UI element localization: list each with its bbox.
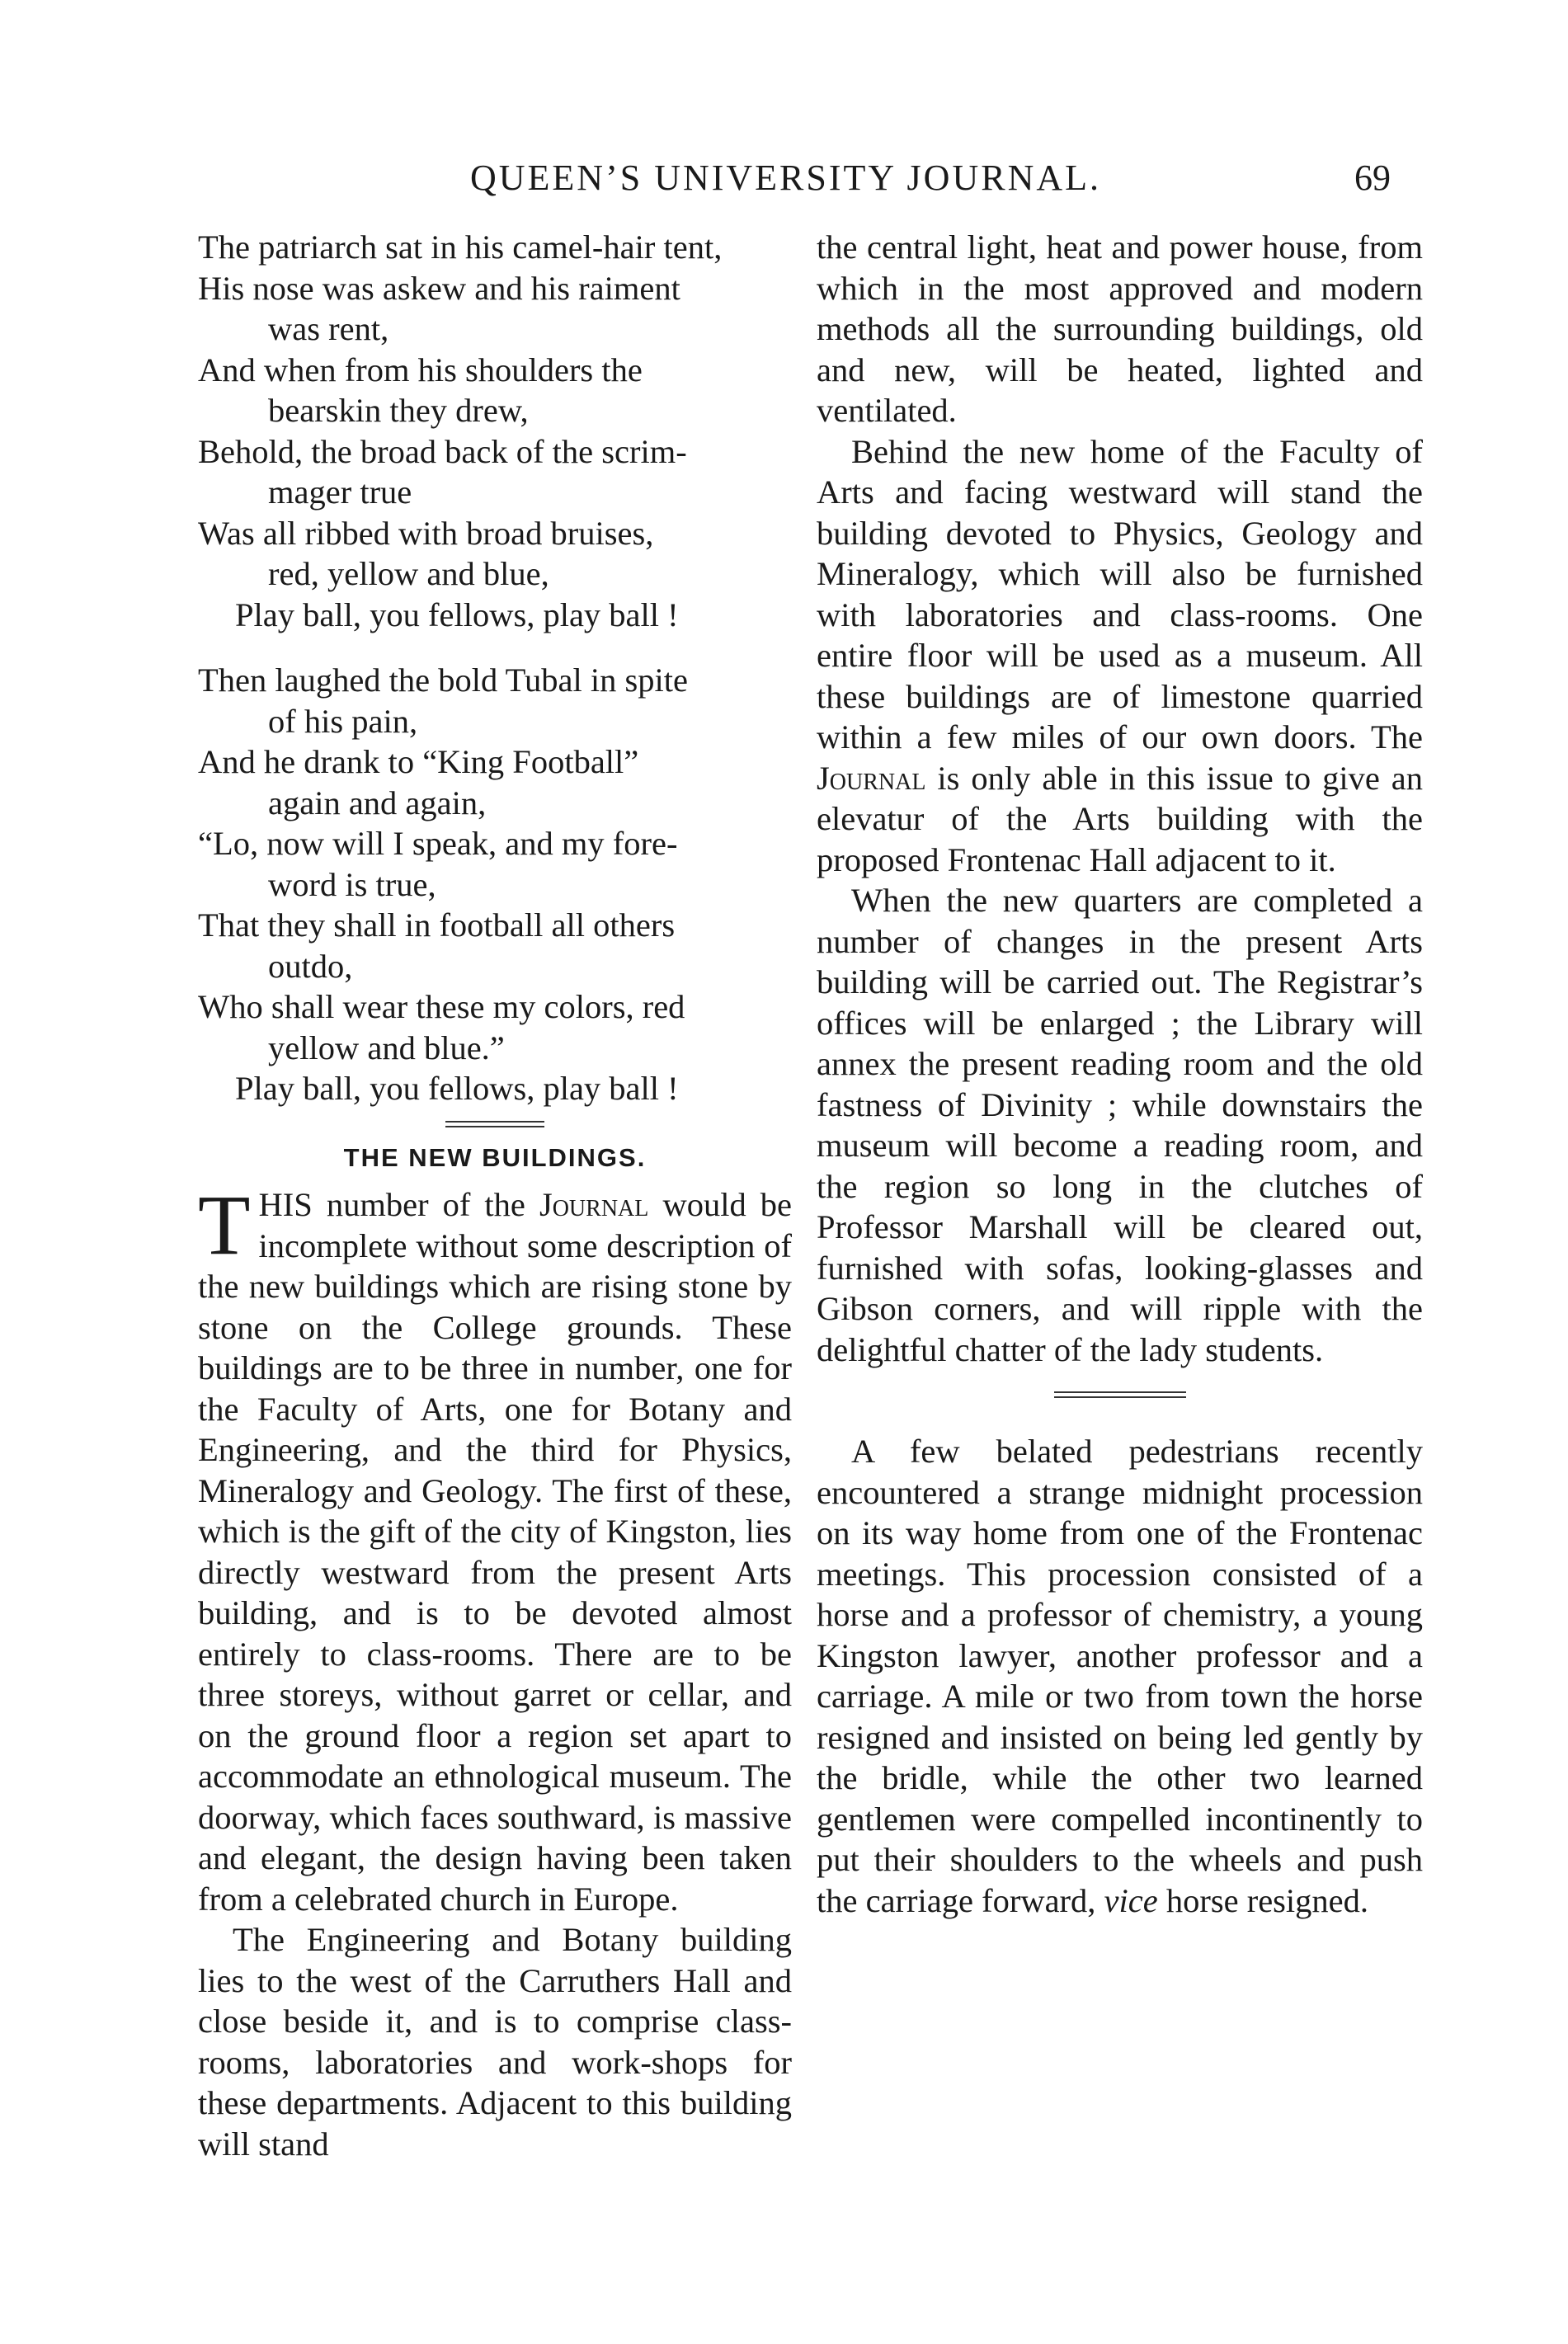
verse-line: Was all ribbed with broad bruises, xyxy=(198,514,654,552)
section-divider xyxy=(445,1121,544,1127)
verse-line: Then laughed the bold Tubal in spite xyxy=(198,661,688,699)
journal-name: Journal xyxy=(539,1186,649,1223)
verse-line: His nose was askew and his raiment xyxy=(198,269,680,307)
poem-stanza-2 xyxy=(198,660,792,1109)
verse-line: mager true xyxy=(268,473,412,511)
verse-line: That they shall in football all others xyxy=(198,906,676,944)
paragraph-text: HIS number of the xyxy=(258,1186,539,1223)
left-column xyxy=(198,227,792,2164)
journal-name: Journal xyxy=(817,759,926,797)
paragraph-text: would be incomplete without some description of the new buildings which are rising stone by stone on the College grounds. These buildings are to be three in number, one for the Faculty of Arts, one for Botany and Engineering, and the third for Physics, Mineralogy and Geology. The first of these, which is the gift of the city of Kingston, lies directly westward from the present Arts building, and is to be devoted almost entirely to class-rooms. There are to be three storeys, without garret or cellar, and on the ground floor a region set apart to accommodate an ethnological museum. The doorway, which faces southward, is massive and elegant, the design having been taken from a celebrated church in Europe. xyxy=(198,1186,792,1918)
italic-word: vice xyxy=(1104,1881,1158,1919)
verse-line: of his pain, xyxy=(268,702,418,740)
article-paragraph-3 xyxy=(817,431,1423,881)
section-divider xyxy=(1054,1391,1186,1398)
verse-line: The patriarch sat in his camel-hair tent, xyxy=(198,228,723,266)
verse-line: Who shall wear these my colors, red xyxy=(198,988,685,1025)
article-paragraph-4: When the new quarters are completed a number of changes in the present Arts building will be carried out. The Registrar’s offices will be enlarged ; the Library will annex the present reading room and the old fastness of Divinity ; while downstairs the museum will become a reading room, and the region so long in the clutches of Professor Marshall will be cleared out, furnished with sofas, looking-glasses and Gibson corners, and will ripple with the delightful chatter of the lady students. xyxy=(817,882,1423,1368)
article-paragraph-1 xyxy=(198,1178,792,1919)
verse-line: word is true, xyxy=(268,865,436,903)
page-number: 69 xyxy=(1354,158,1391,198)
poem-stanza-1 xyxy=(198,227,792,635)
drop-cap: T xyxy=(198,1178,251,1273)
right-column xyxy=(817,227,1423,1921)
paragraph-text: A few belated pedestrians recently encountered a strange midnight procession on its way home from one of the Frontenac meetings. This procession consisted of a horse and a professor of chemistry, a young Kingston lawyer, another professor and a carriage. A mile or two from town the horse resigned and insisted on being led gently by the bridle, while the other two learned gentlemen were compelled incontinently to put their shoulders to the wheels and push the carriage forward, xyxy=(817,1433,1423,1919)
verse-line: again and again, xyxy=(268,784,487,821)
paragraph-text: Behind the new home of the Faculty of Arts and facing westward will stand the building devoted to Physics, Geology and Mineralogy, which will also be furnished with laboratories and class-rooms. One entire floor will be used as a museum. All these buildings are of limestone quarried within a few miles of our own doors. xyxy=(817,432,1423,755)
article-heading: THE NEW BUILDINGS. xyxy=(343,1142,647,1172)
verse-line: outdo, xyxy=(268,947,353,985)
verse-line: bearskin they drew, xyxy=(268,392,529,429)
verse-line: And when from his shoulders the xyxy=(198,351,643,388)
anecdote-paragraph xyxy=(817,1431,1423,1921)
article-paragraph-2-continued: the central light, heat and power house, from which in the most approved and modern methods all the surrounding buildings, old and new, will be heated, lighted and ventilated. xyxy=(817,228,1423,429)
verse-line: And he drank to “King Football” xyxy=(198,743,639,780)
running-title: QUEEN’S UNIVERSITY JOURNAL. xyxy=(470,158,1101,198)
verse-line: Behold, the broad back of the scrim- xyxy=(198,432,687,470)
paragraph-text: is only able in this issue to give an elevatur of the Arts building with the proposed Frontenac Hall adjacent to it. xyxy=(817,759,1423,878)
verse-line: was rent, xyxy=(268,310,389,347)
verse-refrain: Play ball, you fellows, play ball ! xyxy=(235,1070,679,1107)
verse-line: red, yellow and blue, xyxy=(268,555,549,592)
verse-refrain: Play ball, you fellows, play ball ! xyxy=(235,595,679,633)
stanza-gap xyxy=(198,635,792,660)
paragraph-text: horse resigned. xyxy=(1157,1881,1369,1919)
verse-line: yellow and blue.” xyxy=(268,1028,505,1066)
article-paragraph-2: The Engineering and Botany building lies to the west of the Carruthers Hall and close beside it, and is to comprise class-rooms, laboratories and work-shops for these departments. Adjacent to this building will stand xyxy=(198,1921,792,2163)
verse-line: “Lo, now will I speak, and my fore- xyxy=(198,825,678,862)
paragraph-text: The xyxy=(1371,718,1423,755)
